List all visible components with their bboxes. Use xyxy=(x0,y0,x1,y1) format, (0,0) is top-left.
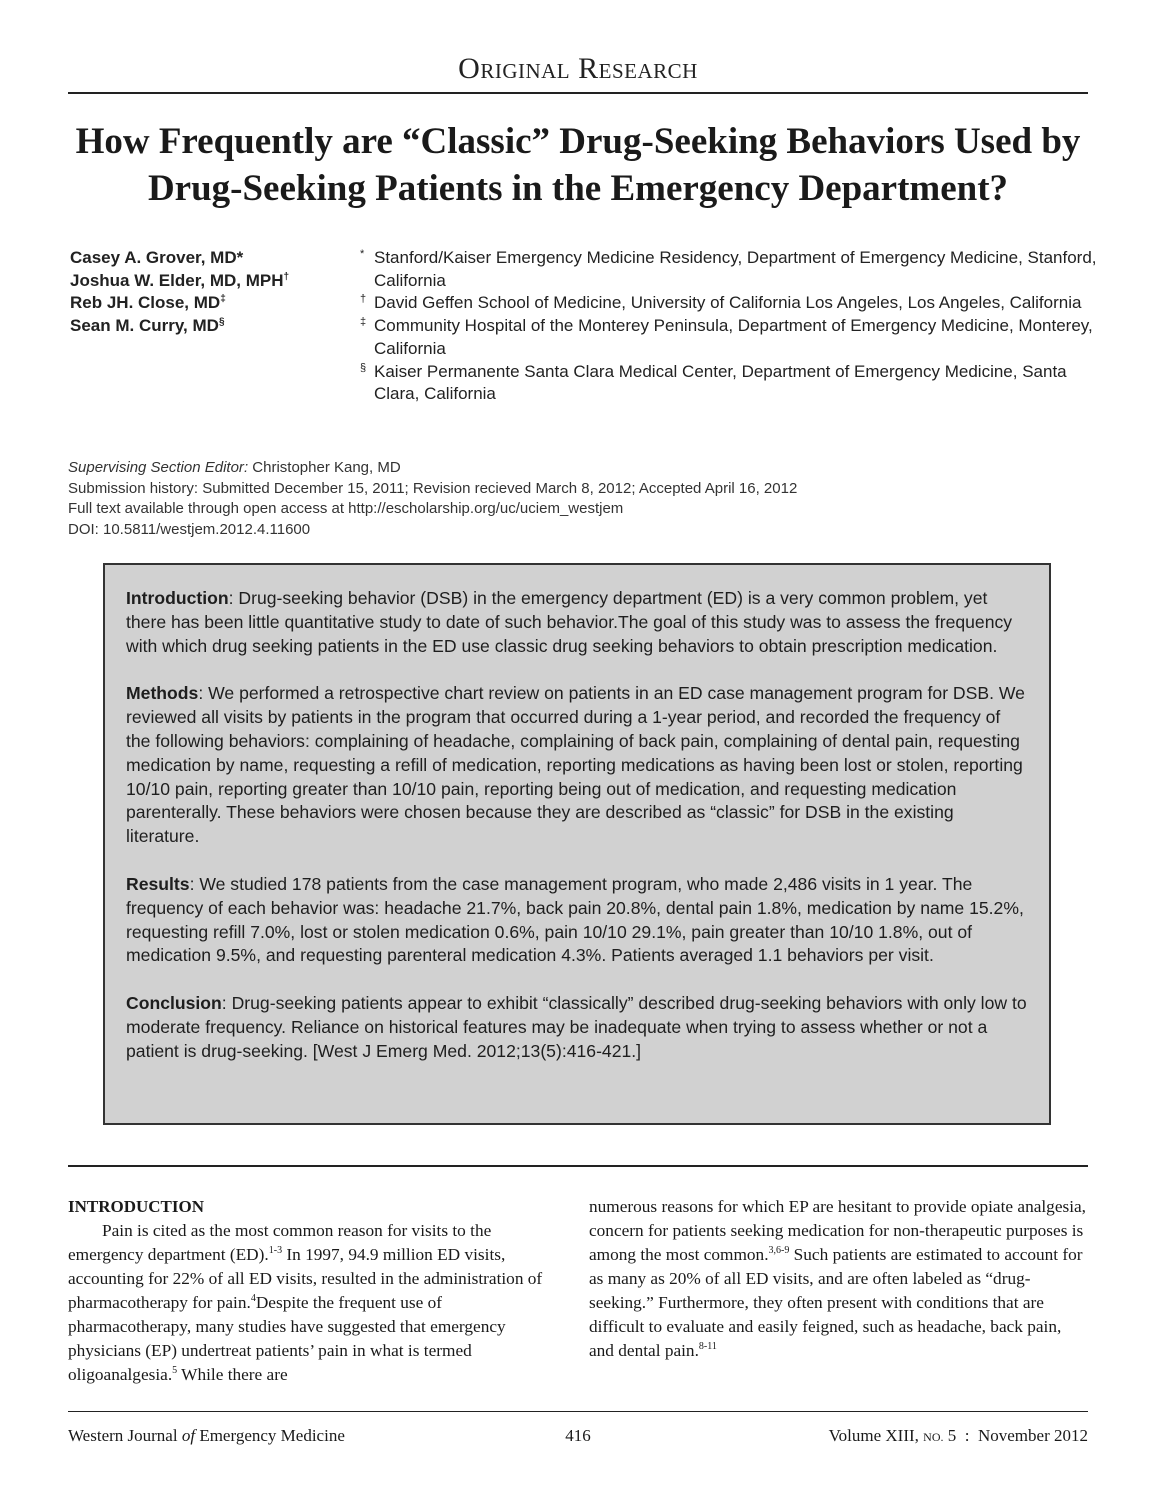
section-heading: INTRODUCTION xyxy=(68,1197,205,1216)
article-metadata xyxy=(68,458,1088,540)
submission-history: Submission history: Submitted December 15, 2011; Revision recieved March 8, 2012; Accepted April 16, 2012 xyxy=(68,479,798,497)
author: Sean M. Curry, MD§ xyxy=(70,316,225,336)
footer-divider xyxy=(68,1411,1088,1412)
affiliation: ‡ Community Hospital of the Monterey Peninsula, Department of Emergency Medicine, Monterey, California xyxy=(360,316,1093,358)
abstract-introduction: Introduction: Drug-seeking behavior (DSB) in the emergency department (ED) is a very common problem, yet there has been little quantitative study to date of such behavior.The goal of this study was to assess the frequency with which drug seeking patients in the ED use classic drug seeking behaviors to obtain prescription medication. xyxy=(126,588,1013,656)
page-footer xyxy=(68,1426,1088,1450)
abstract-conclusion: Conclusion: Drug-seeking patients appear to exhibit “classically” described drug-seeking behaviors with only low to moderate frequency. Reliance on historical features may be inadequate when trying to assess whether or not a patient is drug-seeking. [West J Emerg Med. 2012;13(5):416-421.] xyxy=(126,993,1027,1061)
body-column-right xyxy=(589,1195,1089,1363)
section-label: Original Research xyxy=(458,52,698,85)
author: Casey A. Grover, MD* xyxy=(70,248,244,267)
body-divider xyxy=(68,1165,1088,1167)
abstract-methods: Methods: We performed a retrospective chart review on patients in an ED case management program for DSB. We reviewed all visits by patients in the program that occurred during a 1-year period, and recorded the frequency of the following behaviors: complaining of headache, complaining of back pain, complaining of dental pain, requesting medication by name, requesting a refill of medication, reporting medications as having been lost or stolen, reporting 10/10 pain, reporting greater than 10/10 pain, reporting being out of medication, and requesting medication parenterally. These behaviors were chosen because they are described as “classic” for DSB in the existing literature. xyxy=(126,683,1025,847)
affiliation: † David Geffen School of Medicine, University of California Los Angeles, Los Angeles, California xyxy=(360,293,1082,313)
abstract-results: Results: We studied 178 patients from the case management program, who made 2,486 visits in 1 year. The frequency of each behavior was: headache 21.7%, back pain 20.8%, dental pain 1.8%, medication by name 15.2%, requesting refill 7.0%, lost or stolen medication 0.6%, pain 10/10 29.1%, pain greater than 10/10 1.8%, out of medication 9.5%, and requesting parenteral medication 4.3%. Patients averaged 1.1 behaviors per visit. xyxy=(126,873,1024,966)
volume-info: Volume XIII, NO. 5 : November 2012 xyxy=(828,1426,1088,1445)
affiliation: § Kaiser Permanente Santa Clara Medical Center, Department of Emergency Medicine, Santa Clara, California xyxy=(360,361,1067,404)
editor-line: Supervising Section Editor: Christopher Kang, MD xyxy=(68,459,401,476)
access-line: Full text available through open access at http://escholarship.org/uc/uciem_westjem xyxy=(68,500,624,517)
abstract-box xyxy=(103,563,1051,1125)
article-title: How Frequently are “Classic” Drug-Seeking Behaviors Used by Drug-Seeking Patients in the Emergency Department? xyxy=(75,121,1081,209)
author: Joshua W. Elder, MD, MPH† xyxy=(70,270,290,290)
author: Reb JH. Close, MD‡ xyxy=(70,293,226,313)
top-divider xyxy=(68,92,1088,94)
doi: DOI: 10.5811/westjem.2012.4.11600 xyxy=(68,520,311,538)
body-paragraph: numerous reasons for which EP are hesitant to provide opiate analgesia, concern for patients seeking medication for non-therapeutic purposes is among the most common.$^{3,6-9}$ Such patients are estimated to account for as many as 20% of all ED visits, and are often labeled as “drug-seeking.” Furthermore, they often present with conditions that are difficult to evaluate and easily feigned, such as headache, back pain, and dental pain.$^{8-11}$ xyxy=(589,1197,1087,1360)
affiliation: * Stanford/Kaiser Emergency Medicine Residency, Department of Emergency Medicine, Stanford, California xyxy=(360,248,1097,290)
affiliation-list xyxy=(360,247,1100,406)
journal-name: Western Journal of Emergency Medicine xyxy=(68,1426,345,1445)
body-column-left xyxy=(68,1195,568,1387)
author-list xyxy=(70,247,360,338)
page-number: 416 xyxy=(565,1426,591,1445)
body-paragraph: Pain is cited as the most common reason for visits to the emergency department (ED).$^{1-3}$ In 1997, 94.9 million ED visits, accounting for 22% of all ED visits, resulted in the administration of pharmacotherapy for pain.$^4$Despite the frequent use of pharmacotherapy, many studies have suggested that emergency physicians (EP) undertreat patients’ pain in what is termed oligoanalgesia.$^5$ While there are xyxy=(68,1221,543,1384)
